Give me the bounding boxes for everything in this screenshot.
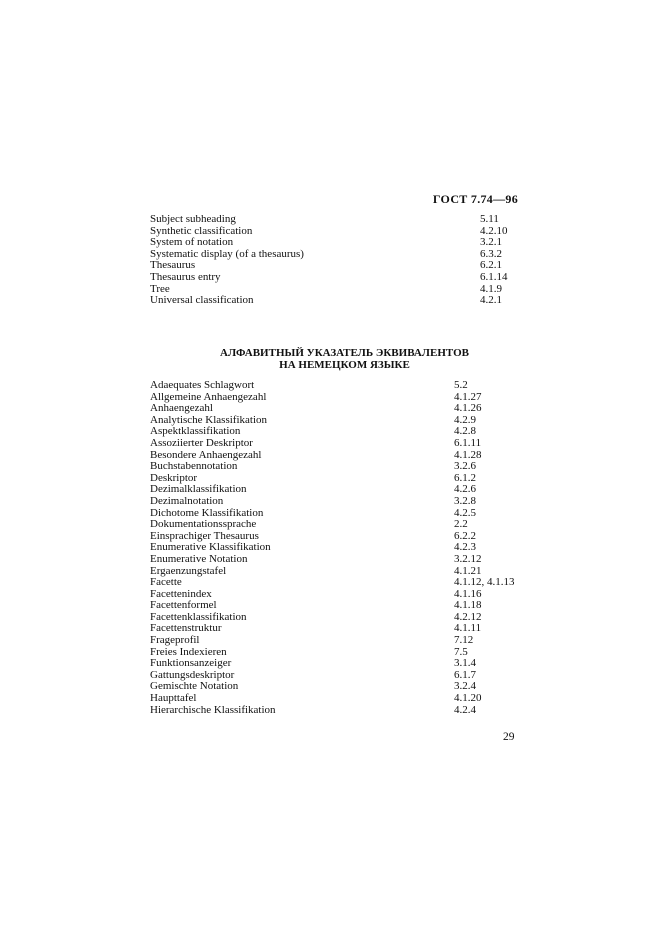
section-title-line-1: АЛФАВИТНЫЙ УКАЗАТЕЛЬ ЭКВИВАЛЕНТОВ <box>220 347 469 359</box>
index-term: System of notation <box>150 236 234 249</box>
index-reference: 4.1.21 <box>454 564 482 577</box>
index-term: Facette <box>150 576 182 589</box>
index-entry <box>150 635 530 647</box>
index-term: Einsprachiger Thesaurus <box>150 529 259 542</box>
index-term: Enumerative Notation <box>150 552 248 565</box>
index-entry <box>150 496 530 508</box>
index-term: Buchstabennotation <box>150 460 238 473</box>
index-reference: 3.2.4 <box>454 680 476 693</box>
index-reference: 6.3.2 <box>480 247 502 260</box>
index-term: Facettenformel <box>150 599 217 612</box>
index-term: Facettenklassifikation <box>150 610 247 623</box>
index-reference: 4.2.3 <box>454 541 476 554</box>
index-term: Haupttafel <box>150 692 197 705</box>
index-term: Gemischte Notation <box>150 680 239 693</box>
index-term: Dichotome Klassifikation <box>150 506 264 519</box>
index-reference: 4.1.28 <box>454 448 482 461</box>
index-reference: 6.1.11 <box>454 436 482 449</box>
index-term: Synthetic classification <box>150 224 253 237</box>
index-reference: 7.5 <box>454 645 468 658</box>
index-reference: 3.2.8 <box>454 494 476 507</box>
index-reference: 4.2.5 <box>454 506 476 519</box>
index-term: Adaequates Schlagwort <box>150 379 255 391</box>
index-term: Analytische Klassifikation <box>150 413 268 426</box>
index-entry <box>150 554 530 566</box>
index-reference: 4.1.11 <box>454 622 482 635</box>
index-term: Thesaurus <box>150 259 196 272</box>
index-reference: 4.1.18 <box>454 599 482 612</box>
index-reference: 4.1.9 <box>480 282 502 295</box>
index-entry <box>150 693 530 705</box>
index-entry <box>150 461 530 473</box>
index-reference: 4.2.9 <box>454 413 476 426</box>
index-term: Systematic display (of a thesaurus) <box>150 247 304 260</box>
index-term: Freies Indexieren <box>150 645 227 658</box>
index-reference: 4.2.4 <box>454 703 476 716</box>
index-term: Dokumentationssprache <box>150 518 257 531</box>
index-reference: 5.11 <box>480 213 499 225</box>
index-term: Ergaenzungstafel <box>150 564 227 577</box>
index-entry <box>150 623 530 635</box>
index-reference: 2.2 <box>454 518 468 531</box>
index-entry <box>150 295 530 307</box>
index-entry <box>150 577 530 589</box>
index-reference: 6.2.1 <box>480 259 502 272</box>
index-entry <box>150 380 530 392</box>
index-term: Assoziierter Deskriptor <box>150 436 253 449</box>
index-reference: 6.1.7 <box>454 668 476 681</box>
index-reference: 4.1.16 <box>454 587 482 600</box>
index-reference: 4.2.6 <box>454 483 476 496</box>
index-term: Facettenindex <box>150 587 212 600</box>
index-term: Thesaurus entry <box>150 270 221 283</box>
index-term: Tree <box>150 282 170 295</box>
index-term: Funktionsanzeiger <box>150 657 232 670</box>
index-reference: 3.2.12 <box>454 552 482 565</box>
index-reference: 5.2 <box>454 379 468 391</box>
index-reference: 3.1.4 <box>454 657 476 670</box>
index-term: Enumerative Klassifikation <box>150 541 271 554</box>
index-entry <box>150 214 530 226</box>
index-reference: 6.1.2 <box>454 471 476 484</box>
index-reference: 4.2.8 <box>454 425 476 438</box>
index-term: Besondere Anhaengezahl <box>150 448 262 461</box>
index-term: Dezimalnotation <box>150 494 224 507</box>
index-reference: 7.12 <box>454 634 474 647</box>
section-title-line-2: НА НЕМЕЦКОМ ЯЗЫКЕ <box>279 359 410 371</box>
index-reference: 4.2.12 <box>454 610 482 623</box>
index-reference: 4.2.1 <box>480 294 502 307</box>
index-term: Gattungsdeskriptor <box>150 668 235 681</box>
index-term: Frageprofil <box>150 634 200 647</box>
index-term: Allgemeine Anhaengezahl <box>150 390 267 403</box>
index-entry <box>150 705 530 717</box>
index-entry <box>150 249 530 261</box>
index-reference: 3.2.6 <box>454 460 476 473</box>
index-term: Subject subheading <box>150 213 236 225</box>
index-term: Dezimalklassifikation <box>150 483 247 496</box>
section-title <box>0 347 661 371</box>
index-reference: 4.1.26 <box>454 402 482 415</box>
index-term: Universal classification <box>150 294 254 307</box>
index-reference: 3.2.1 <box>480 236 502 249</box>
index-entry <box>150 272 530 284</box>
page-number: 29 <box>503 731 515 743</box>
index-reference: 4.2.10 <box>480 224 508 237</box>
index-reference: 6.1.14 <box>480 270 508 283</box>
index-entry <box>150 519 530 531</box>
index-term: Hierarchische Klassifikation <box>150 703 276 716</box>
index-term: Aspektklassifikation <box>150 425 241 438</box>
document-standard-header: ГОСТ 7.74—96 <box>432 192 518 206</box>
index-reference: 6.2.2 <box>454 529 476 542</box>
index-reference: 4.1.12, 4.1.13 <box>454 576 515 589</box>
index-term: Deskriptor <box>150 471 198 484</box>
index-term: Anhaengezahl <box>150 402 213 415</box>
english-index-continuation <box>150 214 530 307</box>
index-reference: 4.1.20 <box>454 692 482 705</box>
german-index-list <box>150 380 530 716</box>
index-term: Facettenstruktur <box>150 622 222 635</box>
index-entry <box>150 438 530 450</box>
index-reference: 4.1.27 <box>454 390 482 403</box>
